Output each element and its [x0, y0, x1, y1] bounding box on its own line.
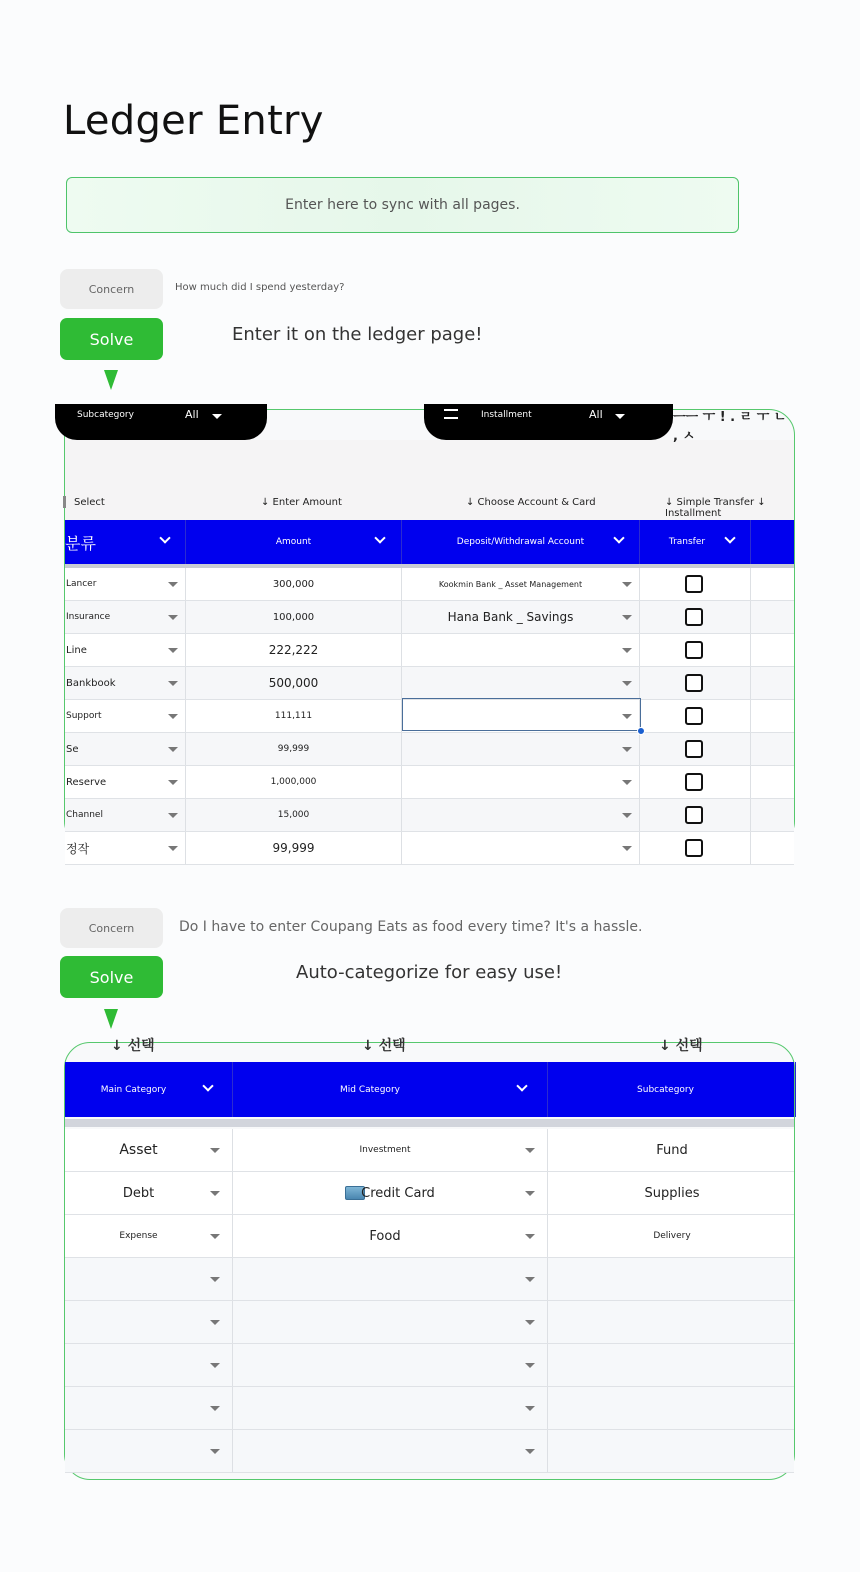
- down-arrow-icon: [104, 370, 118, 390]
- header-label: Main Category: [100, 1084, 167, 1095]
- table-row: [65, 1301, 794, 1344]
- installment-cell[interactable]: [751, 634, 796, 666]
- installment-cell[interactable]: [751, 799, 796, 831]
- header-account[interactable]: [402, 520, 640, 564]
- subcategory-filter[interactable]: [55, 404, 267, 440]
- table-row: [65, 1430, 794, 1473]
- transfer-cell: [640, 832, 751, 864]
- filter-label: Installment: [481, 410, 532, 420]
- amount-value: 1,000,000: [270, 777, 317, 787]
- chevron-down-icon: [168, 648, 178, 653]
- category-header: [65, 1062, 794, 1117]
- chevron-down-icon: [622, 615, 632, 620]
- account-cell[interactable]: [402, 568, 640, 600]
- mid-category-cell[interactable]: [233, 1430, 548, 1472]
- table-row: [65, 1387, 794, 1430]
- table-row: [65, 1215, 794, 1258]
- transfer-cell: [640, 568, 751, 600]
- amount-value: 100,000: [272, 611, 315, 623]
- amount-cell[interactable]: [186, 733, 402, 765]
- amount-value: 300,000: [272, 578, 315, 590]
- chevron-down-icon: [210, 1234, 220, 1239]
- table-row: [65, 766, 794, 799]
- main-category-cell[interactable]: [65, 1387, 233, 1429]
- filter-icon: [444, 409, 458, 419]
- table-row: [65, 832, 794, 865]
- category-value: Support: [66, 711, 102, 721]
- header-amount[interactable]: [186, 520, 402, 564]
- mid-category-value: Food: [369, 1228, 401, 1244]
- amount-value: 99,999: [272, 841, 315, 855]
- transfer-checkbox[interactable]: [685, 707, 703, 725]
- amount-cell[interactable]: [186, 766, 402, 798]
- subcategory-value: Supplies: [644, 1185, 700, 1201]
- hint-select: Select: [74, 497, 105, 508]
- subcategory-cell[interactable]: [548, 1344, 796, 1386]
- table-header: [65, 520, 794, 564]
- main-category-value: Debt: [122, 1185, 155, 1201]
- installment-cell[interactable]: [751, 568, 796, 600]
- solve-button[interactable]: Solve: [60, 318, 163, 360]
- chevron-down-icon: [159, 532, 170, 543]
- category-value: 정작: [66, 841, 90, 856]
- cut-off-hint: ↓ 선택: [362, 1038, 406, 1054]
- account-cell[interactable]: [402, 667, 640, 699]
- chevron-down-icon: [525, 1148, 535, 1153]
- concern-tag: Concern: [60, 269, 163, 309]
- cut-off-hint: ↓ 선택: [111, 1038, 155, 1054]
- mid-category-cell[interactable]: [233, 1301, 548, 1343]
- installment-cell[interactable]: [751, 601, 796, 633]
- amount-cell[interactable]: [186, 799, 402, 831]
- account-cell[interactable]: [402, 601, 640, 633]
- chevron-down-icon: [210, 1320, 220, 1325]
- chevron-down-icon: [212, 414, 222, 419]
- header-main-category[interactable]: [65, 1062, 233, 1117]
- amount-cell[interactable]: [186, 667, 402, 699]
- installment-cell[interactable]: [751, 766, 796, 798]
- main-category-cell[interactable]: [65, 1430, 233, 1472]
- chevron-down-icon: [168, 714, 178, 719]
- chevron-down-icon: [168, 813, 178, 818]
- hint-transfer: ↓ Simple Transfer ↓ Installment: [665, 497, 766, 519]
- down-arrow-icon: [104, 1009, 118, 1029]
- cut-off-hint: ↓ 선택: [659, 1038, 703, 1054]
- category-cell[interactable]: [65, 568, 186, 600]
- installment-cell[interactable]: [751, 832, 796, 864]
- category-cell[interactable]: [65, 832, 186, 864]
- header-mid-category[interactable]: [233, 1062, 548, 1117]
- account-cell[interactable]: [402, 733, 640, 765]
- category-screenshot: [64, 1038, 795, 1480]
- category-value: Reserve: [66, 776, 107, 788]
- header-label: Amount: [275, 537, 312, 547]
- header-category[interactable]: [65, 520, 186, 564]
- subcategory-cell[interactable]: [548, 1387, 796, 1429]
- main-category-cell[interactable]: [65, 1301, 233, 1343]
- transfer-cell: [640, 733, 751, 765]
- chevron-down-icon: [622, 648, 632, 653]
- category-rows: [65, 1129, 794, 1489]
- account-value: Hana Bank _ Savings: [447, 610, 574, 624]
- header-label: 분류: [65, 533, 96, 553]
- account-value: Kookmin Bank _ Asset Management: [438, 579, 583, 589]
- installment-filter[interactable]: [424, 404, 673, 440]
- category-value: Channel: [66, 810, 103, 820]
- amount-value: 222,222: [268, 643, 319, 657]
- chevron-down-icon: [516, 1080, 527, 1091]
- main-category-cell[interactable]: [65, 1215, 233, 1257]
- header-label: Transfer: [668, 537, 706, 547]
- sync-input[interactable]: Enter here to sync with all pages.: [66, 177, 739, 233]
- account-cell[interactable]: [402, 634, 640, 666]
- cut-off-text: ㅡㅡ ㅜ ! . ㄹ ㅜ ㄴ , ㅅ: [673, 410, 787, 444]
- page-title: Ledger Entry: [63, 98, 324, 144]
- chevron-down-icon: [613, 532, 624, 543]
- concern-text: How much did I spend yesterday?: [175, 282, 345, 293]
- transfer-checkbox[interactable]: [685, 674, 703, 692]
- solve-text: Enter it on the ledger page!: [232, 324, 483, 345]
- chevron-down-icon: [525, 1191, 535, 1196]
- subcategory-value: Fund: [656, 1142, 688, 1158]
- transfer-cell: [640, 667, 751, 699]
- transfer-checkbox[interactable]: [685, 740, 703, 758]
- transfer-checkbox[interactable]: [685, 839, 703, 857]
- transfer-cell: [640, 634, 751, 666]
- transfer-cell: [640, 766, 751, 798]
- chevron-down-icon: [622, 780, 632, 785]
- chevron-down-icon: [525, 1320, 535, 1325]
- chevron-down-icon: [525, 1234, 535, 1239]
- subcategory-cell[interactable]: [548, 1301, 796, 1343]
- transfer-checkbox[interactable]: [685, 608, 703, 626]
- main-category-value: Expense: [119, 1231, 158, 1241]
- fill-handle[interactable]: [637, 727, 645, 735]
- category-cell[interactable]: [65, 766, 186, 798]
- table-row: [65, 667, 794, 700]
- chevron-down-icon: [374, 532, 385, 543]
- main-category-cell[interactable]: [65, 1344, 233, 1386]
- transfer-cell: [640, 700, 751, 732]
- amount-cell[interactable]: [186, 568, 402, 600]
- solve-text: Auto-categorize for easy use!: [296, 962, 563, 983]
- category-value: Bankbook: [66, 677, 116, 689]
- category-value: Lancer: [66, 579, 97, 589]
- transfer-checkbox[interactable]: [685, 641, 703, 659]
- installment-cell[interactable]: [751, 667, 796, 699]
- chevron-down-icon: [168, 780, 178, 785]
- mid-category-cell[interactable]: [233, 1129, 548, 1171]
- subcategory-value: Delivery: [653, 1231, 691, 1241]
- table-row: [65, 1129, 794, 1172]
- header-divider: [65, 1119, 794, 1127]
- amount-cell[interactable]: [186, 634, 402, 666]
- transfer-checkbox[interactable]: [685, 773, 703, 791]
- selected-cell[interactable]: [402, 698, 641, 731]
- category-value: Se: [66, 743, 79, 755]
- chevron-down-icon: [724, 532, 735, 543]
- chevron-down-icon: [210, 1449, 220, 1454]
- main-category-cell[interactable]: [65, 1172, 233, 1214]
- chevron-down-icon: [525, 1277, 535, 1282]
- chevron-down-icon: [210, 1277, 220, 1282]
- amount-cell[interactable]: [186, 832, 402, 864]
- table-row: [65, 568, 794, 601]
- amount-value: 15,000: [277, 810, 310, 820]
- chevron-down-icon: [525, 1363, 535, 1368]
- chevron-down-icon: [210, 1363, 220, 1368]
- filter-value: All: [185, 408, 199, 421]
- table-row: [65, 799, 794, 832]
- header-label: Mid Category: [340, 1084, 400, 1095]
- main-category-cell[interactable]: [65, 1258, 233, 1300]
- category-cell[interactable]: [65, 733, 186, 765]
- chevron-down-icon: [210, 1406, 220, 1411]
- filter-label: Subcategory: [77, 410, 134, 420]
- concern-text: Do I have to enter Coupang Eats as food every time? It's a hassle.: [179, 919, 643, 935]
- mid-category-cell[interactable]: [233, 1258, 548, 1300]
- chevron-down-icon: [168, 681, 178, 686]
- chevron-down-icon: [615, 414, 625, 419]
- hint-account: ↓ Choose Account & Card: [466, 497, 596, 508]
- category-cell[interactable]: [65, 667, 186, 699]
- table-row: [65, 1258, 794, 1301]
- ledger-screenshot: [64, 408, 795, 856]
- subcategory-cell[interactable]: [548, 1258, 796, 1300]
- installment-cell[interactable]: [751, 733, 796, 765]
- account-cell[interactable]: [402, 799, 640, 831]
- mid-category-cell[interactable]: [233, 1215, 548, 1257]
- filter-value: All: [589, 408, 603, 421]
- subcategory-cell[interactable]: [548, 1215, 796, 1257]
- main-category-value: Asset: [119, 1142, 158, 1158]
- chevron-down-icon: [622, 813, 632, 818]
- category-cell[interactable]: [65, 634, 186, 666]
- table-row: [65, 634, 794, 667]
- transfer-cell: [640, 799, 751, 831]
- amount-value: 500,000: [268, 676, 319, 690]
- mid-category-value: Credit Card: [361, 1185, 435, 1201]
- chevron-down-icon: [525, 1449, 535, 1454]
- table-row: [65, 733, 794, 766]
- chevron-down-icon: [168, 846, 178, 851]
- category-cell[interactable]: [65, 700, 186, 732]
- chevron-down-icon: [168, 747, 178, 752]
- category-cell[interactable]: [65, 601, 186, 633]
- chevron-down-icon: [622, 846, 632, 851]
- category-value: Line: [66, 644, 87, 656]
- category-cell[interactable]: [65, 799, 186, 831]
- account-cell[interactable]: [402, 832, 640, 864]
- amount-value: 99,999: [277, 744, 310, 754]
- hint-amount: ↓ Enter Amount: [261, 497, 342, 508]
- chevron-down-icon: [168, 615, 178, 620]
- subcategory-cell[interactable]: [548, 1430, 796, 1472]
- chevron-down-icon: [202, 1080, 213, 1091]
- chevron-down-icon: [622, 681, 632, 686]
- table-row: [65, 601, 794, 634]
- main-category-cell[interactable]: [65, 1129, 233, 1171]
- amount-cell[interactable]: [186, 700, 402, 732]
- mid-category-cell[interactable]: [233, 1344, 548, 1386]
- transfer-checkbox[interactable]: [685, 575, 703, 593]
- mid-category-cell[interactable]: [233, 1172, 548, 1214]
- table-row: [65, 1172, 794, 1215]
- transfer-checkbox[interactable]: [685, 806, 703, 824]
- mid-category-cell[interactable]: [233, 1387, 548, 1429]
- concern-tag: Concern: [60, 908, 163, 948]
- chevron-down-icon: [622, 582, 632, 587]
- installment-cell[interactable]: [751, 700, 796, 732]
- category-value: Insurance: [66, 612, 111, 622]
- header-label: Deposit/Withdrawal Account: [456, 537, 585, 547]
- header-transfer[interactable]: [640, 520, 751, 564]
- header-subcategory[interactable]: [548, 1062, 796, 1117]
- amount-value: 111,111: [274, 711, 313, 721]
- chevron-down-icon: [210, 1148, 220, 1153]
- mid-category-value: Investment: [359, 1145, 411, 1155]
- transfer-cell: [640, 601, 751, 633]
- select-marker: [63, 496, 66, 508]
- account-cell[interactable]: [402, 766, 640, 798]
- subcategory-cell[interactable]: [548, 1129, 796, 1171]
- header-label: Subcategory: [637, 1084, 694, 1095]
- chevron-down-icon: [525, 1406, 535, 1411]
- chevron-down-icon: [622, 747, 632, 752]
- solve-button[interactable]: Solve: [60, 956, 163, 998]
- amount-cell[interactable]: [186, 601, 402, 633]
- subcategory-cell[interactable]: [548, 1172, 796, 1214]
- chevron-down-icon: [210, 1191, 220, 1196]
- table-row: [65, 1344, 794, 1387]
- chevron-down-icon: [168, 582, 178, 587]
